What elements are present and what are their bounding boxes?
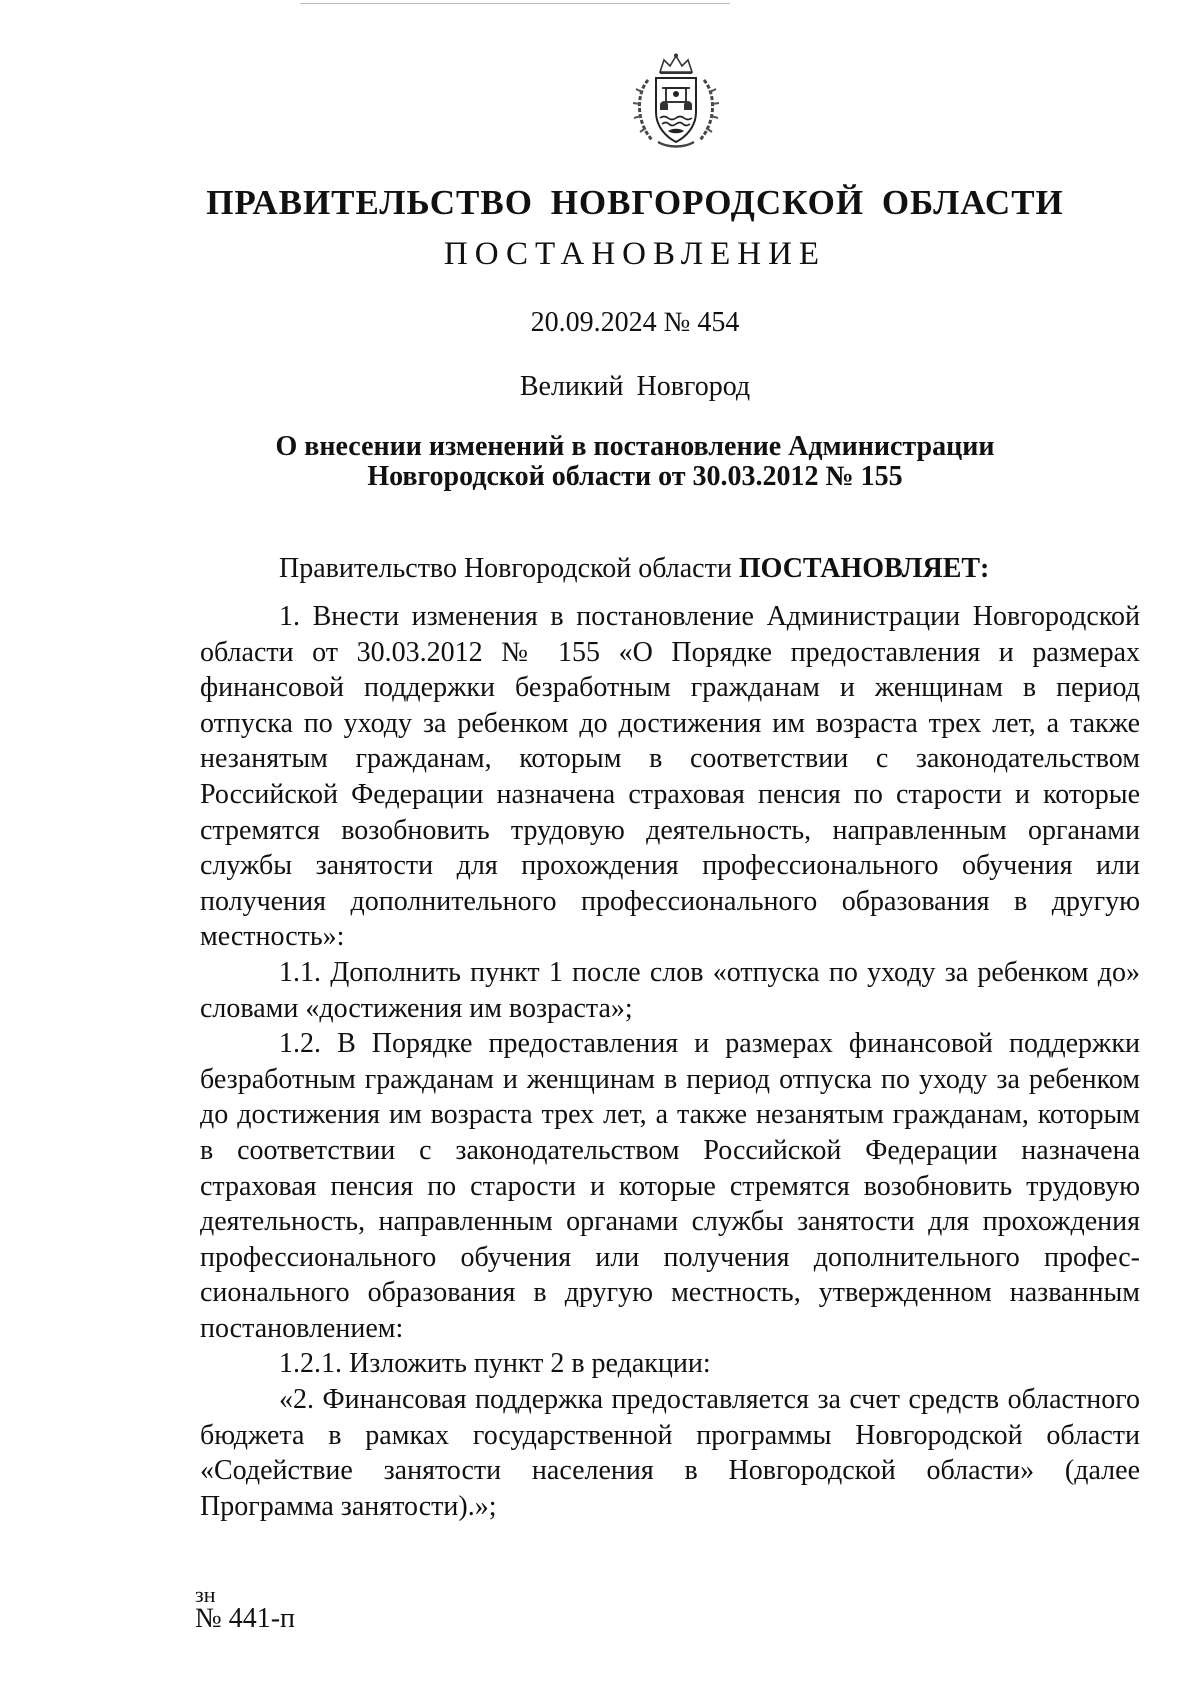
body-line: службы занятости для прохождения профессионального обучения или [200, 850, 1140, 882]
body-line: постановлением: [200, 1312, 404, 1344]
footer-code: зн [195, 1582, 216, 1607]
body-line: получения дополнительного профессионального образования в другую [200, 885, 1140, 917]
body-line: бюджета в рамках государственной программы Новгородской области [200, 1419, 1140, 1451]
subject-line: Новгородской области от 30.03.2012 № 155 [367, 461, 903, 492]
body-line: в соответствии с законодательством Российской Федерации назначена [200, 1134, 1140, 1166]
preamble-emphasis: ПОСТАНОВЛЯЕТ: [738, 553, 990, 584]
document-city: Великий Новгород [519, 371, 751, 402]
document-type-title: ПОСТАНОВЛЕНИЕ [443, 236, 827, 272]
body-line: сионального образования в другую местность, утвержденном названным [200, 1277, 1140, 1309]
body-line: «2. Финансовая поддержка предоставляется за счет средств областного [279, 1384, 1140, 1416]
footer-document-number: № 441-п [195, 1603, 296, 1634]
body-line: Российской Федерации назначена страховая пенсия по старости и которые [200, 778, 1140, 810]
body-line: отпуска по уходу за ребенком до достижения им возраста трех лет, а также [200, 707, 1140, 739]
body-line: деятельность, направленным органами службы занятости для прохождения [200, 1206, 1140, 1238]
body-line: словами «достижения им возраста»; [200, 992, 633, 1024]
body-line: незанятым гражданам, которым в соответствии с законодательством [200, 743, 1140, 775]
body-line: 1.1. Дополнить пункт 1 после слов «отпуска по уходу за ребенком до» [279, 956, 1140, 988]
body-line: профессионального обучения или получения дополнительного профес- [200, 1241, 1140, 1273]
body-line: 1. Внести изменения в постановление Администрации Новгородской [279, 601, 1140, 632]
body-line: области от 30.03.2012 № 155 «О Порядке предоставления и размерах [200, 636, 1140, 668]
body-line: безработным гражданам и женщинам в период отпуска по уходу за ребенком [200, 1063, 1140, 1095]
document-date-number: 20.09.2024 № 454 [530, 307, 740, 338]
novgorod-coat-of-arms-icon [630, 52, 722, 152]
body-line: финансовой поддержки безработным гражданам и женщинам в период [200, 672, 1140, 704]
body-line: до достижения им возраста трех лет, а также незанятым гражданам, которым [200, 1099, 1140, 1131]
document-subject [0, 432, 1200, 492]
body-line: стремятся возобновить трудовую деятельность, направленным органами [200, 814, 1140, 846]
document-body [200, 599, 1140, 1524]
scan-edge-line [300, 3, 730, 4]
body-line: Программа занятости).»; [200, 1490, 497, 1522]
preamble [279, 553, 989, 585]
body-line: 1.2. В Порядке предоставления и размерах финансовой поддержки [279, 1028, 1140, 1060]
body-line: 1.2.1. Изложить пункт 2 в редакции: [279, 1348, 711, 1380]
preamble-text: Правительство Новгородской области [279, 553, 739, 584]
body-line: местность»: [200, 921, 345, 953]
body-line: страховая пенсия по старости и которые стремятся возобновить трудовую [200, 1170, 1140, 1202]
government-title: ПРАВИТЕЛЬСТВО НОВГОРОДСКОЙ ОБЛАСТИ [206, 183, 1064, 222]
body-line: «Содействие занятости населения в Новгородской области» (далее [200, 1455, 1140, 1487]
subject-line: О внесении изменений в постановление Администрации [275, 431, 995, 462]
